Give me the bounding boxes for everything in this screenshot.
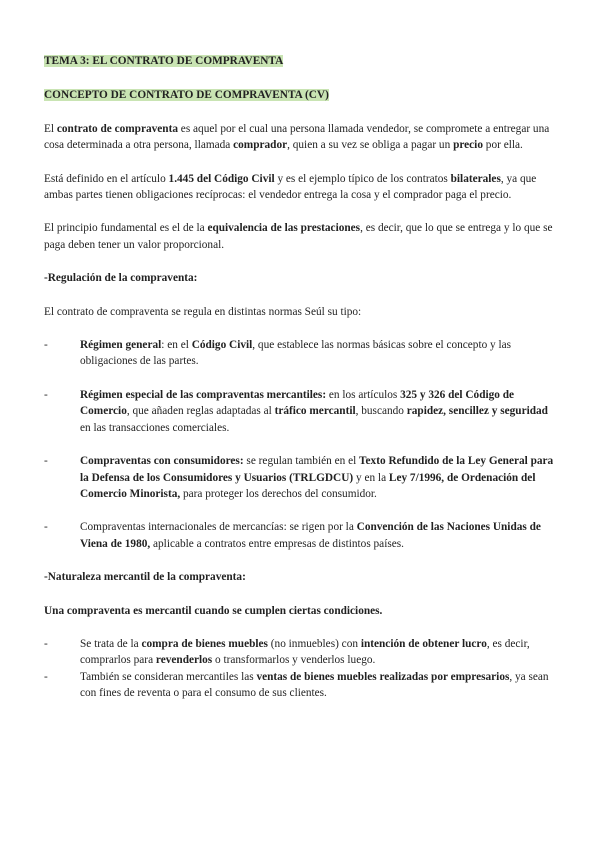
bold-term: intención de obtener lucro: [360, 637, 487, 650]
text: se regulan también en el: [243, 455, 360, 468]
text: es aquel por el cual una persona llamada vendedor, se compromete a entregar una cosa determinada a otra persona, llamada: [44, 122, 550, 152]
list-row: [44, 453, 560, 502]
bold-term: rapidez, sencillez y seguridad: [406, 405, 548, 418]
list-row: [44, 519, 560, 552]
bold-term: tráfico mercantil: [274, 405, 356, 418]
list-item-regimen-especial: [44, 387, 560, 436]
text: El principio fundamental es el de la: [44, 222, 208, 235]
text: El: [44, 122, 57, 135]
bold-term: Código Civil: [191, 339, 253, 352]
heading-regulacion: -Regulación de la compraventa:: [44, 272, 198, 285]
paragraph-condiciones: Una compraventa es mercantil cuando se cumplen ciertas condiciones.: [44, 604, 383, 617]
text: , ya sean con fines de reventa o para el consumo de sus clientes.: [80, 670, 549, 700]
list-item-bienes-muebles: [44, 636, 560, 669]
list-dash: -: [44, 455, 48, 468]
paragraph-regulacion-intro: El contrato de compraventa se regula en distintas normas Seúl su tipo:: [44, 305, 362, 318]
bold-term: Convención de las Naciones Unidas de Viena de 1980,: [80, 521, 541, 550]
paragraph-definition: [44, 121, 560, 154]
text: Compraventas internacionales de mercancías: se rigen por la: [80, 521, 357, 534]
text: (no inmuebles) con: [267, 637, 361, 650]
text: para proteger los derechos del consumidor.: [180, 487, 377, 500]
text: , es decir, que lo que se entrega y lo que se paga deben tener un valor proporcional.: [44, 222, 553, 251]
list-dash: -: [44, 670, 48, 683]
list-text: [80, 337, 560, 370]
text: , quien a su vez se obliga a pagar un: [287, 139, 454, 152]
document-title: [44, 53, 560, 69]
list-row: [44, 636, 560, 669]
text: También se consideran mercantiles las: [80, 670, 257, 683]
list-text: [80, 453, 560, 502]
subtitle-highlight: CONCEPTO DE CONTRATO DE COMPRAVENTA (CV): [44, 89, 329, 102]
list-item-internacionales: [44, 519, 560, 552]
list-row: [44, 387, 560, 436]
text: Se trata de la: [80, 637, 142, 650]
text: en los artículos: [326, 388, 401, 401]
bold-term: 325 y 326 del Código de Comercio: [80, 388, 515, 418]
heading-naturaleza: -Naturaleza mercantil de la compraventa:: [44, 571, 246, 584]
bold-term: equivalencia de las prestaciones: [207, 222, 361, 235]
text: Está definido en el artículo: [44, 172, 169, 185]
bold-term: Régimen general: [80, 339, 162, 352]
list-text: [80, 519, 560, 552]
list-dash: -: [44, 521, 48, 534]
bold-term: 1.445 del Código Civil: [168, 172, 275, 185]
text: por ella.: [482, 139, 523, 152]
text: aplicable a contratos entre empresas de distintos países.: [150, 537, 404, 550]
text: , que establece las normas básicas sobre el concepto y las obligaciones de las partes.: [80, 339, 512, 368]
text: , buscando: [355, 405, 407, 418]
list-row: [44, 337, 560, 370]
list-text: [80, 387, 560, 436]
bold-term: ventas de bienes muebles realizadas por empresarios: [256, 670, 510, 683]
list-dash: -: [44, 637, 48, 650]
list-item-regimen-general: [44, 337, 560, 370]
paragraph-principle: [44, 220, 560, 253]
list-item-consumidores: [44, 453, 560, 502]
list-text: [80, 636, 560, 669]
list-dash: -: [44, 339, 48, 352]
bold-term: Régimen especial de las compraventas mercantiles:: [80, 388, 327, 401]
title-highlight: TEMA 3: EL CONTRATO DE COMPRAVENTA: [44, 55, 284, 67]
bold-term: revenderlos: [155, 654, 213, 667]
document-page: [44, 53, 560, 702]
list-dash: -: [44, 388, 48, 401]
list-row: [44, 669, 560, 702]
bold-term: Compraventas con consumidores:: [80, 455, 244, 468]
text: , ya que ambas partes tienen obligaciones recíprocas: el vendedor entrega la cosa y el comprador paga el precio.: [44, 172, 537, 202]
bold-term: Ley 7/1996, de Ordenación del Comercio Minorista,: [80, 471, 536, 500]
bold-term: bilaterales: [450, 172, 501, 185]
list-item-empresarios: [44, 669, 560, 702]
bold-term: Texto Refundido de la Ley General para la Defensa de los Consumidores y Usuarios (TRLGDCU): [80, 455, 554, 484]
bold-term: contrato de compraventa: [56, 122, 178, 135]
bold-term: compra de bienes muebles: [141, 637, 268, 650]
section-title: [44, 87, 560, 103]
list-text: [80, 669, 560, 702]
paragraph-article: [44, 171, 560, 204]
text: y en la: [353, 471, 389, 484]
bold-term: precio: [453, 139, 483, 152]
text: , que añaden reglas adaptadas al: [126, 405, 275, 418]
text: o transformarlos y venderlos luego.: [212, 654, 376, 667]
text: y es el ejemplo típico de los contratos: [274, 172, 451, 185]
text: : en el: [161, 339, 192, 352]
bold-term: comprador: [233, 139, 288, 152]
text: , es decir, comprarlos para: [80, 637, 530, 667]
text: en las transacciones comerciales.: [80, 421, 230, 434]
